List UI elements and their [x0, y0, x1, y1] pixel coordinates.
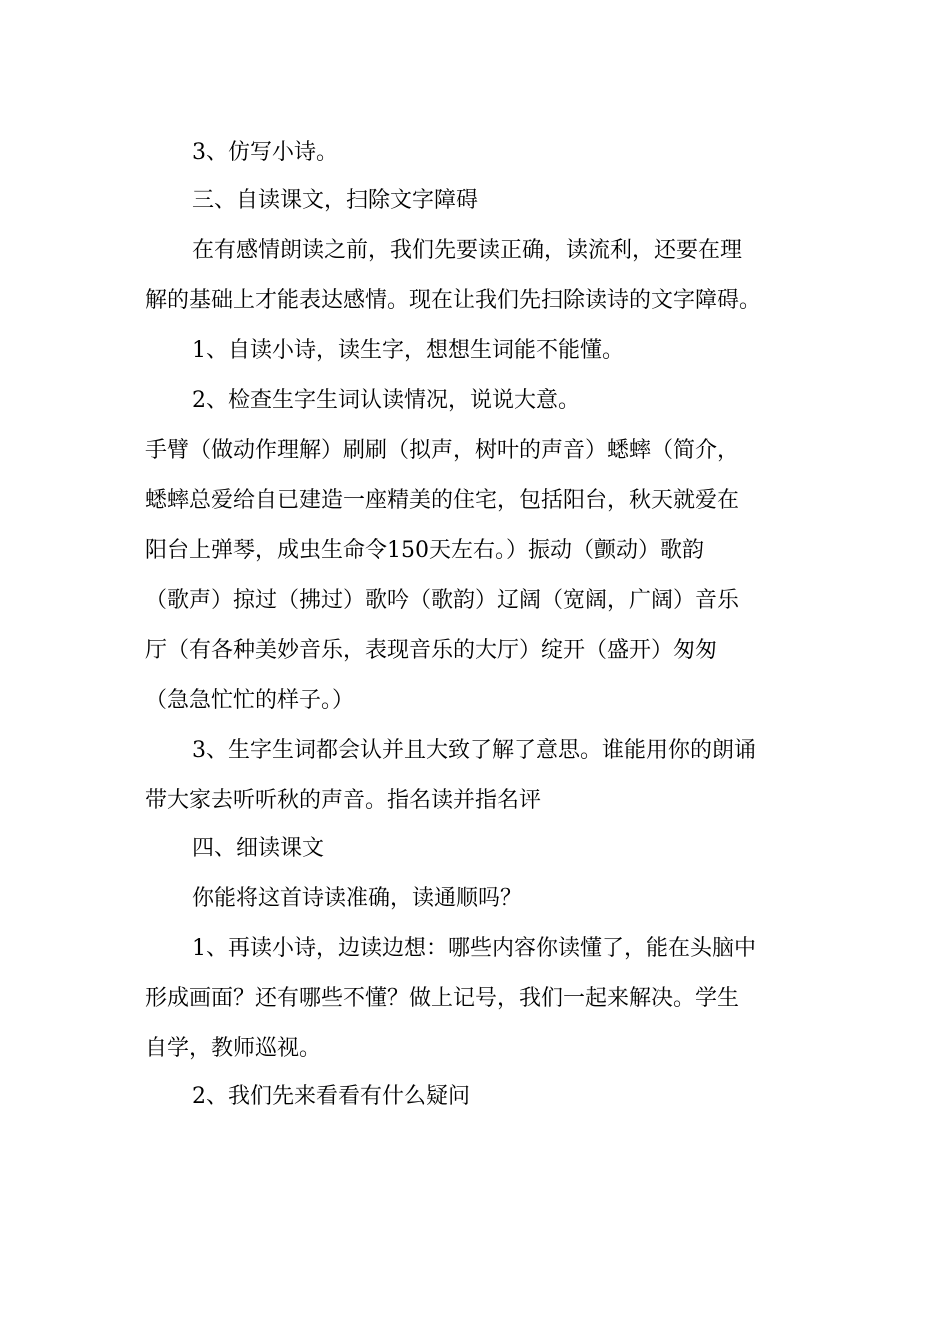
paragraph-line: 手臂（做动作理解）刷刷（拟声，树叶的声音）蟋蟀（简介， [145, 438, 740, 463]
paragraph-line: 1、再读小诗，边读边想：哪些内容你读懂了，能在头脑中 [192, 936, 756, 961]
paragraph-line: 阳台上弹琴，成虫生命令150天左右。）振动（颤动）歌韵 [145, 538, 704, 563]
paragraph-line: 蟋蟀总爱给自已建造一座精美的住宅，包括阳台，秋天就爱在 [145, 488, 740, 513]
paragraph-line: （歌声）掠过（拂过）歌吟（歌韵）辽阔（宽阔，广阔）音乐 [145, 588, 740, 613]
paragraph-line: 解的基础上才能表达感情。现在让我们先扫除读诗的文字障碍。 [145, 288, 762, 313]
paragraph-line: 形成画面？还有哪些不懂？做上记号，我们一起来解决。学生 [145, 986, 740, 1011]
paragraph-line: （急急忙忙的样子。） [145, 688, 355, 713]
section-heading: 四、细读课文 [192, 836, 325, 861]
paragraph-line: 3、生字生词都会认并且大致了解了意思。谁能用你的朗诵 [192, 738, 756, 763]
paragraph-line: 厅（有各种美妙音乐，表现音乐的大厅）绽开（盛开）匆匆 [145, 638, 718, 663]
paragraph-line: 2、我们先来看看有什么疑问 [192, 1084, 470, 1109]
section-heading: 三、自读课文，扫除文字障碍 [192, 188, 479, 213]
paragraph-line: 3、仿写小诗。 [192, 140, 338, 165]
paragraph-line: 带大家去听听秋的声音。指名读并指名评 [145, 788, 542, 813]
paragraph-line: 自学，教师巡视。 [145, 1036, 322, 1061]
paragraph-line: 2、检查生字生词认读情况，说说大意。 [192, 388, 580, 413]
paragraph-line: 1、自读小诗，读生字，想想生词能不能懂。 [192, 338, 624, 363]
paragraph-line: 在有感情朗读之前，我们先要读正确，读流利，还要在理 [192, 238, 743, 263]
paragraph-line: 你能将这首诗读准确，读通顺吗？ [192, 886, 523, 911]
